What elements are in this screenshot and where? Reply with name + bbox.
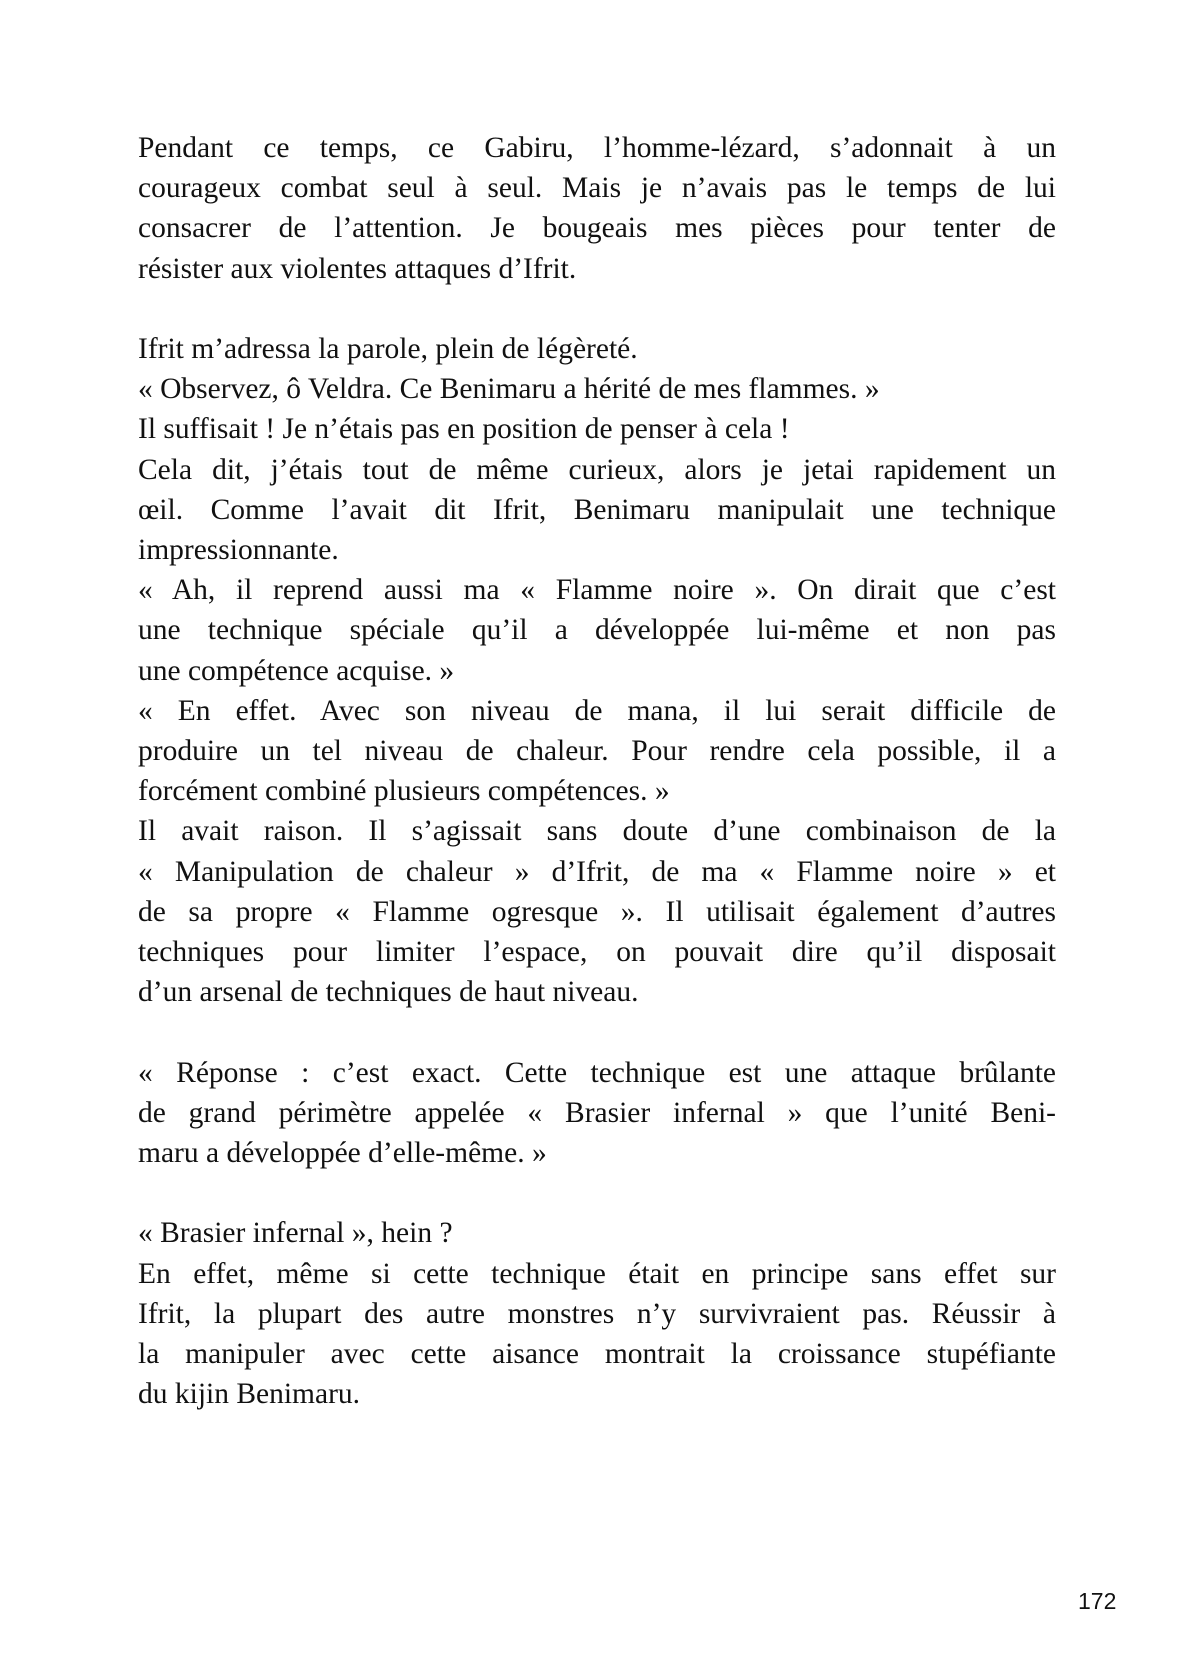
- text-line: consacrer de l’attention. Je bougeais mes pièces pour tenter de: [138, 212, 1056, 245]
- paragraph: [138, 329, 1056, 1012]
- paragraph-gap: [138, 1012, 1056, 1052]
- text-line: impressionnante.: [138, 534, 339, 567]
- text-line: de grand périmètre appelée « Brasier infernal » que l’unité Beni-: [138, 1096, 1056, 1129]
- text-line: « Brasier infernal », hein ?: [138, 1217, 453, 1250]
- page-body: [138, 128, 1056, 1414]
- text-line: une compétence acquise. »: [138, 654, 455, 687]
- text-line: « En effet. Avec son niveau de mana, il lui serait difficile de: [138, 694, 1056, 727]
- text-line: techniques pour limiter l’espace, on pouvait dire qu’il disposait: [138, 936, 1056, 969]
- text-line: Cela dit, j’étais tout de même curieux, alors je jetai rapidement un: [138, 453, 1056, 486]
- text-line: En effet, même si cette technique était en principe sans effet sur: [138, 1257, 1056, 1290]
- paragraph: [138, 1213, 1056, 1414]
- page-number: 172: [1078, 1588, 1117, 1614]
- text-line: « Réponse : c’est exact. Cette technique est une attaque brûlante: [138, 1056, 1056, 1089]
- text-line: produire un tel niveau de chaleur. Pour rendre cela possible, il a: [138, 735, 1056, 768]
- text-line: d’un arsenal de techniques de haut niveau.: [138, 976, 639, 1009]
- text-line: la manipuler avec cette aisance montrait la croissance stupéfiante: [138, 1338, 1056, 1371]
- text-line: une technique spéciale qu’il a développée lui-même et non pas: [138, 614, 1056, 647]
- text-line: de sa propre « Flamme ogresque ». Il utilisait également d’autres: [138, 895, 1056, 928]
- paragraph-gap: [138, 289, 1056, 329]
- text-line: résister aux violentes attaques d’Ifrit.: [138, 252, 577, 285]
- text-line: forcément combiné plusieurs compétences. »: [138, 775, 670, 808]
- text-line: Ifrit m’adressa la parole, plein de légèreté.: [138, 333, 638, 365]
- text-line: courageux combat seul à seul. Mais je n’avais pas le temps de lui: [138, 172, 1056, 205]
- text-line: « Ah, il reprend aussi ma « Flamme noire ». On dirait que c’est: [138, 574, 1056, 607]
- text-line: du kijin Benimaru.: [138, 1378, 361, 1411]
- text-line: œil. Comme l’avait dit Ifrit, Benimaru manipulait une technique: [138, 493, 1056, 526]
- paragraph-gap: [138, 1173, 1056, 1213]
- text-line: Il avait raison. Il s’agissait sans doute d’une combinaison de la: [138, 815, 1056, 848]
- text-line: « Observez, ô Veldra. Ce Benimaru a hérité de mes flammes. »: [138, 373, 880, 406]
- text-line: Ifrit, la plupart des autre monstres n’y survivraient pas. Réussir à: [138, 1297, 1056, 1330]
- text-line: Il suffisait ! Je n’étais pas en position de penser à cela !: [138, 413, 790, 446]
- text-line: Pendant ce temps, ce Gabiru, l’homme-lézard, s’adonnait à un: [138, 132, 1056, 164]
- paragraph: [138, 1053, 1056, 1174]
- paragraph: [138, 128, 1056, 289]
- text-line: « Manipulation de chaleur » d’Ifrit, de ma « Flamme noire » et: [138, 855, 1056, 888]
- text-line: maru a développée d’elle-même. »: [138, 1137, 547, 1170]
